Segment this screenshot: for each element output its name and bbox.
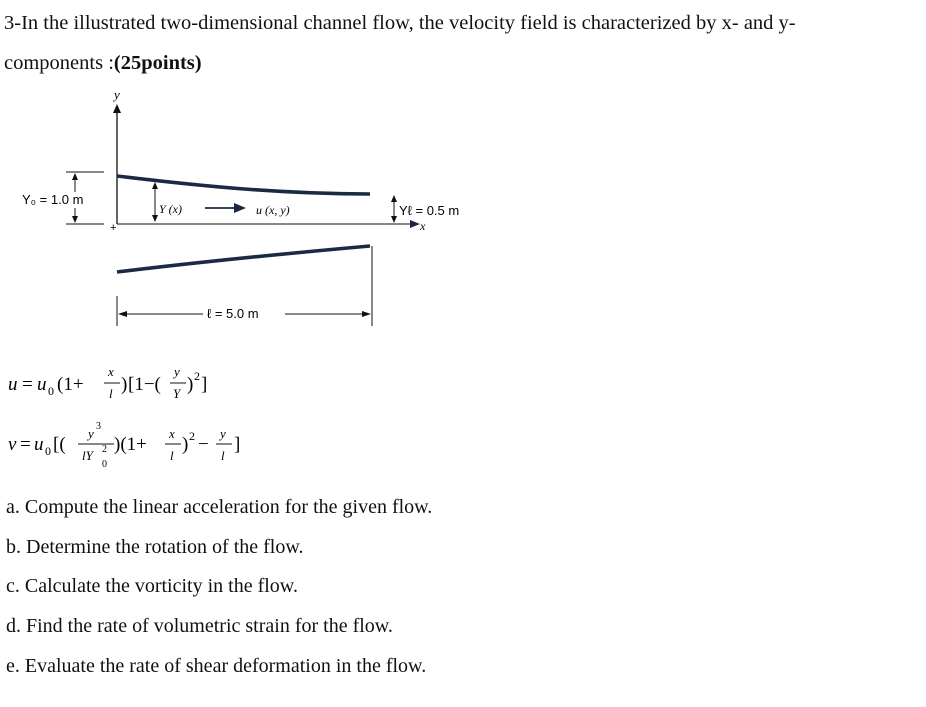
x-axis-arrowhead (410, 220, 420, 228)
v-frac1-den-pow: 2 (102, 444, 107, 455)
u-end: ] (201, 374, 208, 395)
v-open: [( (53, 434, 66, 455)
v-end: ] (234, 434, 241, 455)
task-a: a. Compute the linear acceleration for the given flow. (6, 496, 433, 518)
length-label: ℓ = 5.0 m (207, 306, 259, 321)
velocity-equations (0, 350, 320, 490)
u-equation (8, 364, 207, 401)
v-frac3-num: y (220, 426, 226, 441)
lower-channel-wall (117, 246, 370, 272)
points-label: (25points) (113, 52, 202, 74)
v-mid-open: )(1+ (114, 434, 147, 455)
u-field-label: u (x, y) (256, 203, 290, 217)
v-lhs: v (8, 434, 17, 455)
u-u0: u (37, 374, 47, 395)
y-axis-label: y (114, 87, 120, 102)
question-prefix: components : (4, 52, 114, 74)
x-axis-label: x (420, 219, 426, 233)
ye-arrow-up (391, 195, 397, 202)
y-of-x-label: Y (x) (159, 202, 182, 216)
v-u0-sub: 0 (45, 444, 51, 458)
u-u0-sub: 0 (48, 384, 54, 398)
yx-arrow-up (152, 182, 158, 189)
length-arrow-left (118, 311, 127, 317)
u-eq-sign: = (22, 374, 33, 395)
u-factor2-close: ) (187, 374, 194, 395)
v-frac2-den: l (170, 448, 174, 463)
y-axis-arrowhead (113, 104, 121, 113)
v-minus: − (198, 434, 209, 455)
u-frac2-num: y (174, 364, 180, 379)
u-factor1-close: ) (121, 374, 128, 395)
origin-mark: + (110, 222, 117, 234)
u-frac2-den: Y (173, 386, 181, 401)
ye-arrow-down (391, 216, 397, 223)
u-factor2-open: [1−( (128, 374, 161, 395)
channel-flow-diagram (0, 84, 520, 334)
v-frac1-den-sub: 0 (102, 459, 107, 470)
question-text-line-1: 3-In the illustrated two-dimensional channel flow, the velocity field is characterized by x- and y- (4, 12, 796, 34)
v-eq-sign: = (20, 434, 31, 455)
v-u0: u (34, 434, 44, 455)
u-frac1-den: l (109, 386, 113, 401)
v-frac1-den: lY (82, 448, 93, 463)
y0-arrow-up (72, 173, 78, 180)
task-c: c. Calculate the vorticity in the flow. (6, 575, 298, 597)
u-factor1-open: (1+ (57, 374, 84, 395)
y0-label: Y₀ = 1.0 m (22, 192, 84, 207)
task-b: b. Determine the rotation of the flow. (6, 536, 304, 558)
task-e: e. Evaluate the rate of shear deformation in the flow. (6, 655, 427, 677)
u-power: 2 (194, 369, 200, 383)
v-mid-close: ) (182, 434, 189, 455)
v-power: 2 (189, 429, 195, 443)
task-d: d. Find the rate of volumetric strain for the flow. (6, 615, 393, 637)
u-frac1-num: x (108, 364, 114, 379)
question-text-line-2 (4, 52, 202, 75)
v-frac1-num: y (88, 426, 94, 441)
length-arrow-right (362, 311, 371, 317)
yx-arrow-down (152, 215, 158, 222)
u-lhs: u (8, 374, 18, 395)
y0-arrow-down (72, 216, 78, 223)
ye-label: Yℓ = 0.5 m (399, 203, 460, 218)
v-frac1-num-pow: 3 (96, 421, 101, 432)
v-frac2-num: x (169, 426, 175, 441)
v-equation (8, 421, 240, 470)
flow-arrow-head (234, 203, 246, 213)
v-frac3-den: l (221, 448, 225, 463)
